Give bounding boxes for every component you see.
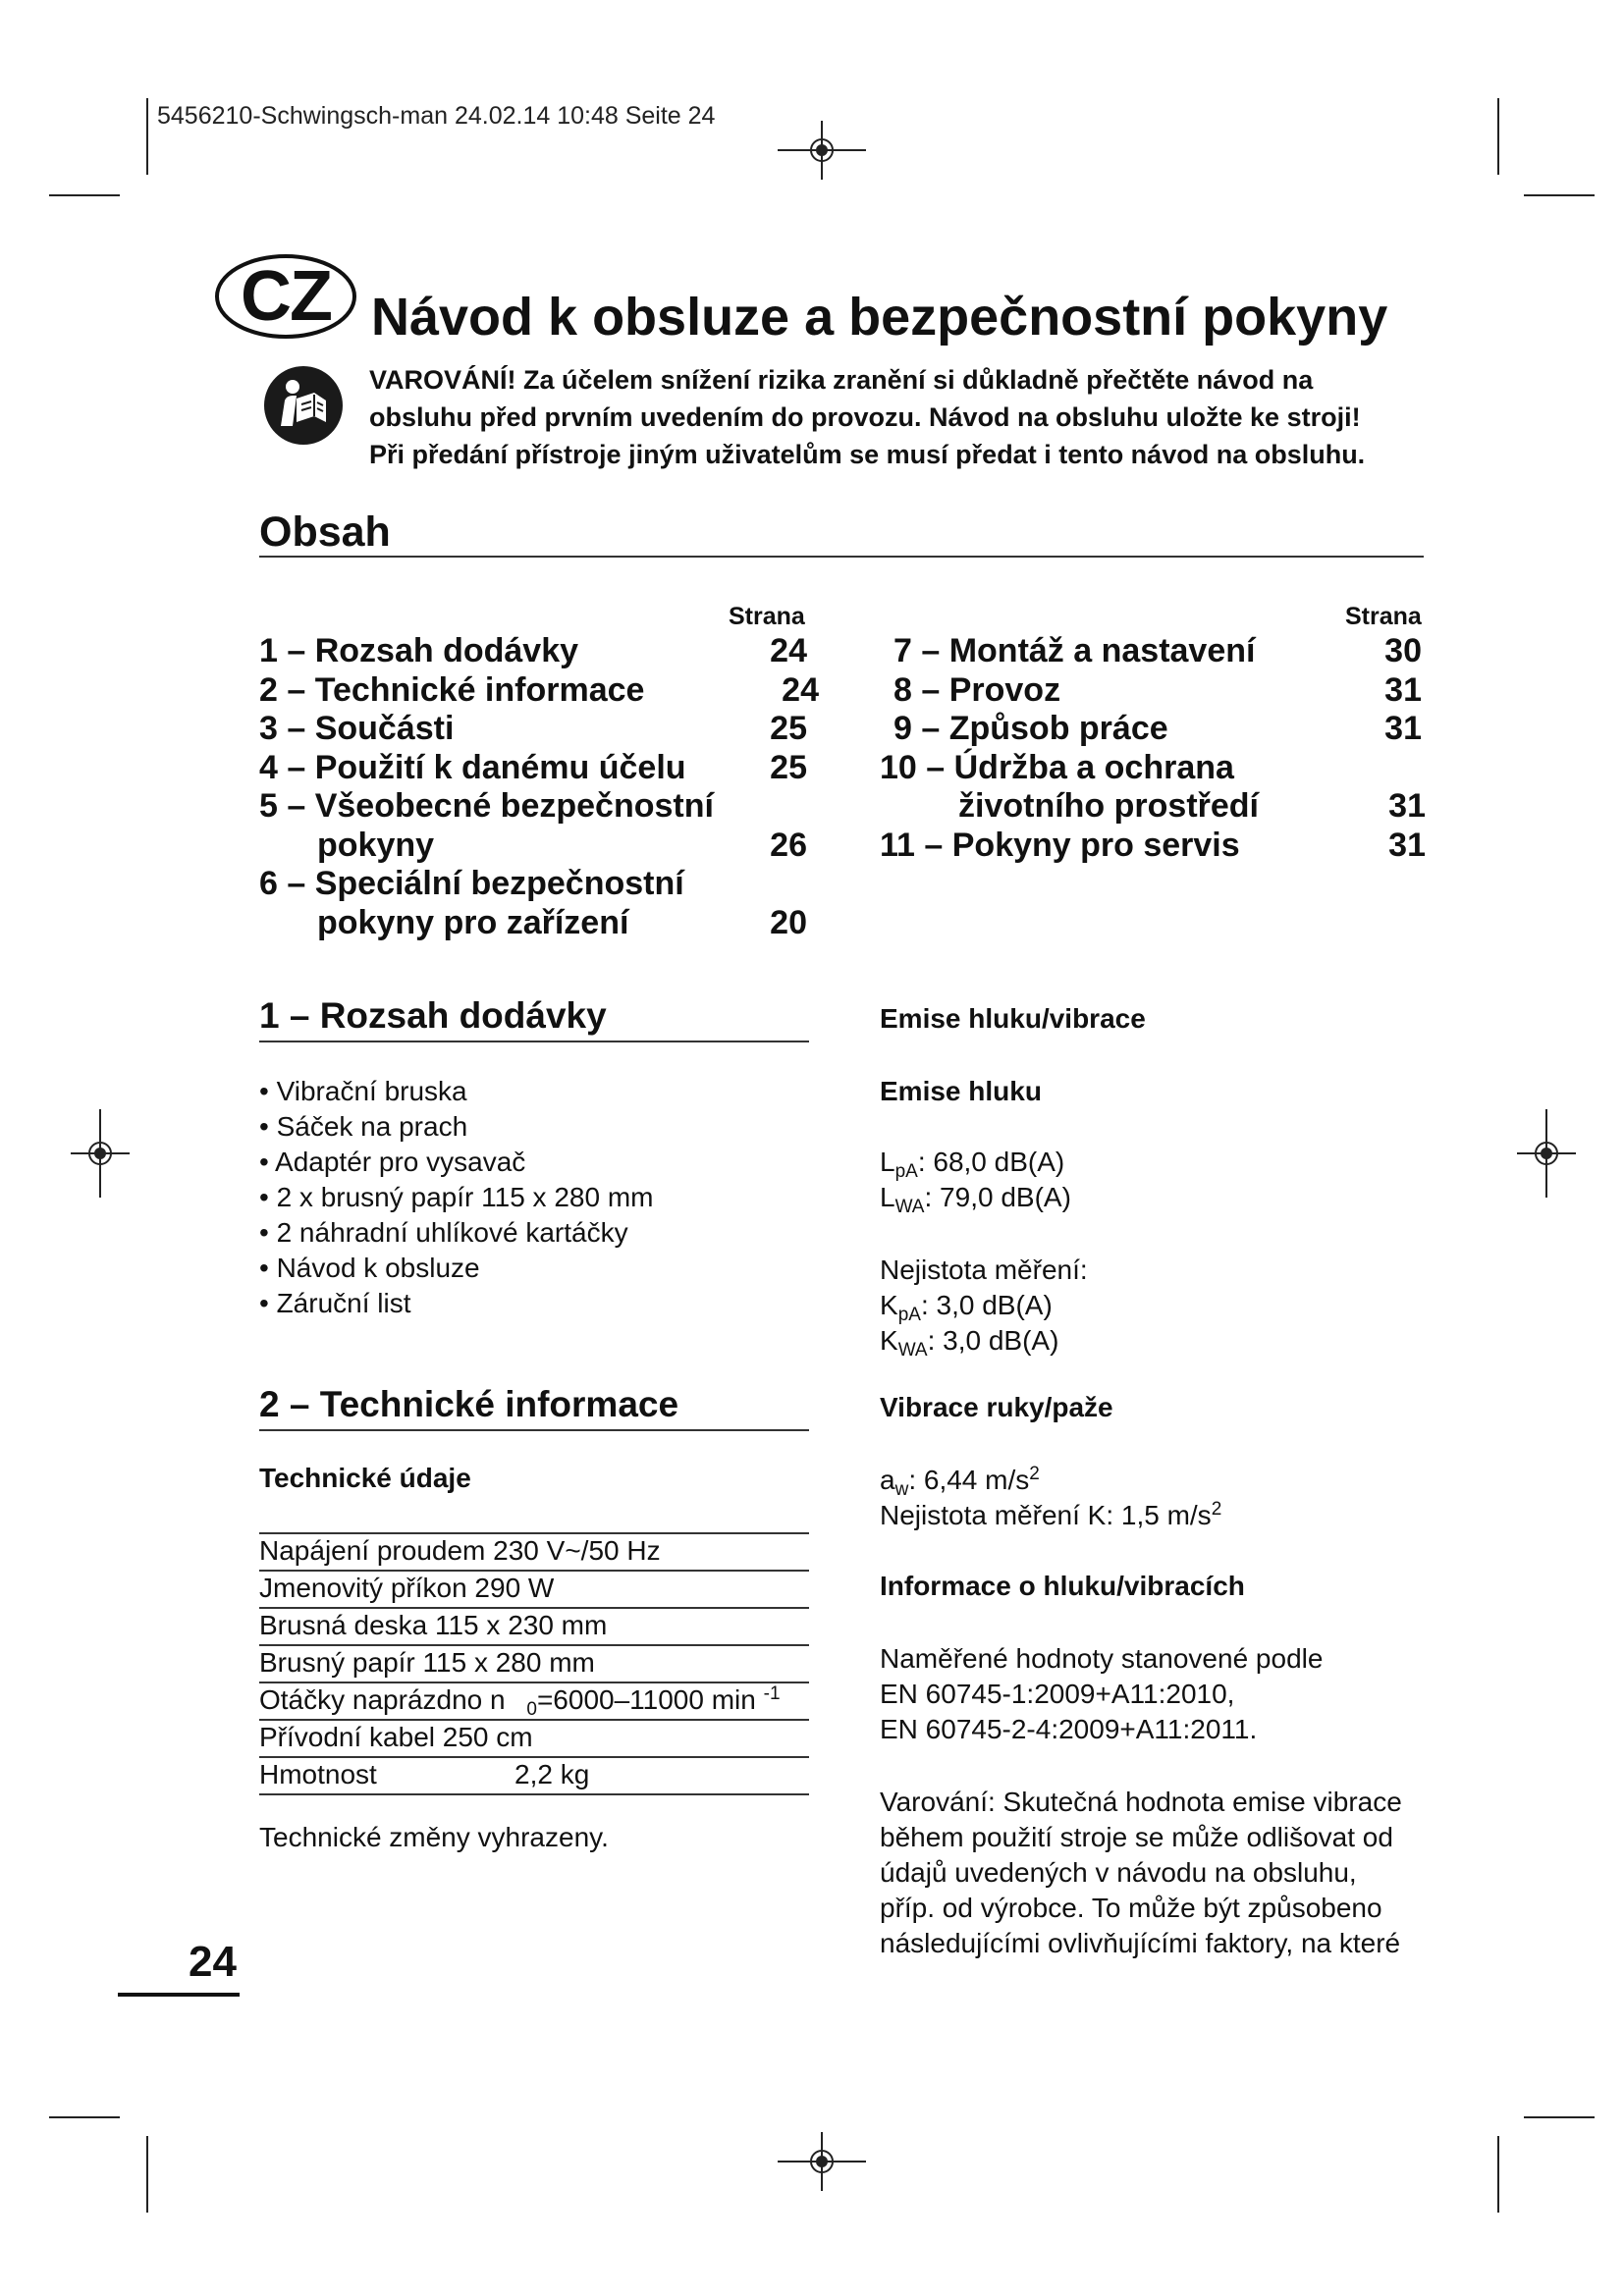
registration-mark-icon xyxy=(778,2132,866,2191)
list-item: • Vibrační bruska xyxy=(259,1076,467,1106)
toc-item[interactable]: 2 – Technické informace 24 xyxy=(259,670,819,709)
spec-table xyxy=(259,1532,809,1795)
toc-title: Obsah xyxy=(259,508,391,556)
registration-mark-icon xyxy=(778,121,866,180)
spec-row: Jmenovitý příkon 290 W xyxy=(259,1572,809,1609)
page-number: 24 xyxy=(189,1938,237,1986)
text-line: následujícími ovlivňujícími faktory, na které xyxy=(880,1928,1401,1958)
toc-item-cont[interactable]: životního prostředí 31 xyxy=(958,787,1426,825)
toc-item[interactable]: 8 – Provoz 31 xyxy=(893,670,1422,709)
text-line: Naměřené hodnoty stanovené podle xyxy=(880,1643,1324,1674)
kwa-value: $K_{WA}$: 3,0 dB(A) xyxy=(880,1325,1059,1361)
text-line: EN 60745-1:2009+A11:2010, xyxy=(880,1679,1235,1709)
crop-mark xyxy=(146,98,148,175)
read-manual-icon xyxy=(263,365,344,446)
crop-mark xyxy=(1524,194,1595,196)
spec-row-rpm: Otáčky naprázdno n $_0$=6000–11000 min $^{-1}$ xyxy=(259,1683,809,1721)
list-item: • Záruční list xyxy=(259,1288,411,1318)
toc-item[interactable]: 5 – Všeobecné bezpečnostní xyxy=(259,787,714,825)
spec-row: Brusná deska 115 x 230 mm xyxy=(259,1609,809,1646)
page-number-underline xyxy=(118,1993,240,1997)
toc-strana-label: Strana xyxy=(729,603,805,630)
toc-item[interactable]: 10 – Údržba a ochrana xyxy=(880,748,1234,786)
crop-mark xyxy=(146,2136,148,2213)
list-item: • Návod k obsluze xyxy=(259,1253,480,1283)
print-header: 5456210-Schwingsch-man 24.02.14 10:48 Seite 24 xyxy=(157,102,716,130)
list-item: • Sáček na prach xyxy=(259,1111,468,1142)
text-line: Varování: Skutečná hodnota emise vibrace xyxy=(880,1787,1402,1817)
text-line: během použití stroje se může odlišovat od xyxy=(880,1822,1393,1852)
toc-item[interactable]: 7 – Montáž a nastavení 30 xyxy=(893,632,1422,669)
toc-item[interactable]: 3 – Součásti 25 xyxy=(259,710,807,747)
toc-strana-label: Strana xyxy=(1345,603,1422,630)
divider xyxy=(259,556,1424,558)
country-badge xyxy=(214,253,357,340)
toc-item[interactable]: 4 – Použití k danému účelu 25 xyxy=(259,748,807,786)
crop-mark xyxy=(1524,2116,1595,2118)
crop-mark xyxy=(49,2116,120,2118)
technical-note: Technické změny vyhrazeny. xyxy=(259,1822,609,1852)
spec-row: Přívodní kabel 250 cm xyxy=(259,1721,809,1758)
info-title: Informace o hluku/vibracích xyxy=(880,1571,1245,1601)
page-title: Návod k obsluze a bezpečnostní pokyny xyxy=(371,288,1388,347)
list-item: • Adaptér pro vysavač xyxy=(259,1147,526,1177)
crop-mark xyxy=(49,194,120,196)
toc-item[interactable]: 9 – Způsob práce 31 xyxy=(893,710,1422,747)
registration-mark-icon xyxy=(71,1109,130,1198)
lpa-value: $L_{pA}$: 68,0 dB(A) xyxy=(880,1147,1065,1182)
emission-title: Emise hluku/vibrace xyxy=(880,1003,1146,1034)
uncertainty-label: Nejistota měření: xyxy=(880,1255,1088,1285)
spec-row-weight: Hmotnost 2,2 kg xyxy=(259,1758,809,1795)
noise-title: Emise hluku xyxy=(880,1076,1042,1106)
crop-mark xyxy=(1497,98,1499,175)
section-title-delivery: 1 – Rozsah dodávky xyxy=(259,995,607,1036)
technical-subtitle: Technické údaje xyxy=(259,1463,471,1493)
warning-text xyxy=(369,361,1449,473)
registration-mark-icon xyxy=(1517,1109,1576,1198)
section-title-technical: 2 – Technické informace xyxy=(259,1384,679,1424)
lwa-value: $L_{WA}$: 79,0 dB(A) xyxy=(880,1182,1071,1217)
uncertainty-k: Nejistota měření K: 1,5 $m/s^2$ xyxy=(880,1499,1222,1530)
text-line: příp. od výrobce. To může být způsobeno xyxy=(880,1893,1382,1923)
spec-row: Brusný papír 115 x 280 mm xyxy=(259,1646,809,1683)
toc-left-column xyxy=(259,632,819,942)
vibration-title: Vibrace ruky/paže xyxy=(880,1392,1113,1422)
toc-right-column xyxy=(880,632,1430,865)
warning-line: Při předání přístroje jiným uživatelům se musí předat i tento návod na obsluhu. xyxy=(369,440,1366,469)
toc-item[interactable]: 11 – Pokyny pro servis 31 xyxy=(880,826,1426,864)
toc-item-cont[interactable]: pokyny pro zařízení 20 xyxy=(317,903,807,941)
spec-row: Napájení proudem 230 V~/50 Hz xyxy=(259,1532,809,1572)
text-line: EN 60745-2-4:2009+A11:2011. xyxy=(880,1714,1258,1744)
list-item: • 2 x brusný papír 115 x 280 mm xyxy=(259,1182,654,1212)
aw-value: $a_w$: 6,44 $m/s^2$ xyxy=(880,1464,1040,1500)
divider xyxy=(259,1429,809,1431)
vibration-warning xyxy=(880,1785,1402,1961)
text-line: údajů uvedených v návodu na obsluhu, xyxy=(880,1857,1357,1888)
toc-item[interactable]: 1 – Rozsah dodávky 24 xyxy=(259,632,807,669)
warning-line: VAROVÁNÍ! Za účelem snížení rizika zranění si důkladně přečtěte návod na xyxy=(369,365,1314,395)
measured-standards xyxy=(880,1641,1323,1747)
warning-line: obsluhu před prvním uvedením do provozu. Návod na obsluhu uložte ke stroji! xyxy=(369,402,1361,432)
list-item: • 2 náhradní uhlíkové kartáčky xyxy=(259,1217,628,1248)
kpa-value: $K_{pA}$: 3,0 dB(A) xyxy=(880,1290,1053,1325)
country-code: CZ xyxy=(241,257,331,336)
divider xyxy=(259,1041,809,1042)
delivery-list xyxy=(259,1074,653,1321)
toc-item-cont[interactable]: pokyny 26 xyxy=(317,826,807,864)
crop-mark xyxy=(1497,2136,1499,2213)
toc-item[interactable]: 6 – Speciální bezpečnostní xyxy=(259,865,684,902)
